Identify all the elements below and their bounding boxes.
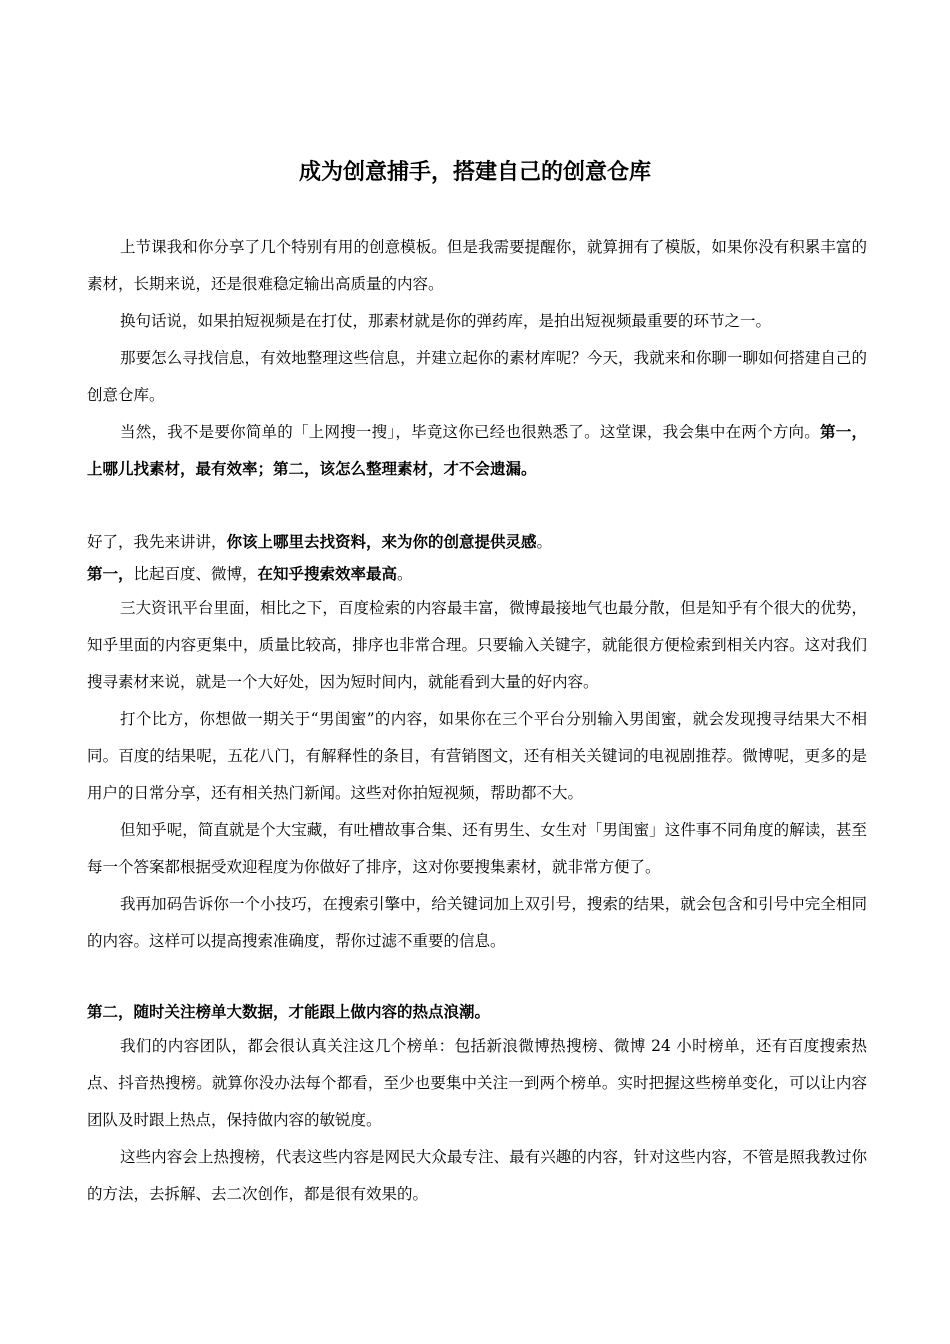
section2-heading-text: 第二，随时关注榜单大数据，才能跟上做内容的热点浪潮。 bbox=[87, 1003, 491, 1021]
section1-heading-label: 第一， bbox=[87, 565, 134, 583]
section1-lead-text: 好了，我先来讲讲， bbox=[87, 533, 227, 551]
intro-paragraph-4 bbox=[87, 414, 867, 488]
section1-paragraph-3: 但知乎呢，简直就是个大宝藏，有吐槽故事合集、还有男生、女生对「男闺蜜」这件事不同角度的解读，甚至每一个答案都根据受欢迎程度为你做好了排序，这对你要搜集素材，就非常方便了。 bbox=[87, 821, 867, 876]
intro-paragraph-4-text: 当然，我不是要你简单的「上网搜一搜」，毕竟这你已经也很熟悉了。这堂课，我会集中在两个方向。 bbox=[120, 423, 821, 441]
section1-lead-emphasis: 你该上哪里去找资料，来为你的创意提供灵感 bbox=[226, 533, 537, 551]
section1-lead bbox=[87, 526, 867, 558]
section1-heading bbox=[87, 558, 867, 590]
section1-lead-end: 。 bbox=[536, 533, 553, 551]
page-title: 成为创意捕手，搭建自己的创意仓库 bbox=[298, 160, 651, 185]
section2-paragraph-1: 我们的内容团队，都会很认真关注这几个榜单：包括新浪微博热搜榜、微博 24 小时榜单，还有百度搜索热点、抖音热搜榜。就算你没办法每个都看，至少也要集中关注一到两个榜单。实时把握这些榜单变化，可以让内容团队及时跟上热点，保持做内容的敏锐度。 bbox=[87, 1037, 867, 1129]
intro-paragraph-4-emphasis: 第一，上哪儿找素材，最有效率；第二，该怎么整理素材，才不会遗漏。 bbox=[87, 423, 867, 478]
section2-heading bbox=[87, 996, 867, 1028]
section1-paragraph-2: 打个比方，你想做一期关于“男闺蜜”的内容，如果你在三个平台分别输入男闺蜜，就会发现搜寻结果大不相同。百度的结果呢，五花八门，有解释性的条目，有营销图文，还有相关关键词的电视剧推荐。微博呢，更多的是用户的日常分享，还有相关热门新闻。这些对你拍短视频，帮助都不大。 bbox=[87, 710, 867, 802]
spacer bbox=[87, 960, 867, 996]
section1-heading-end: 。 bbox=[397, 565, 413, 583]
section2-paragraph-2: 这些内容会上热搜榜，代表这些内容是网民大众最专注、最有兴趣的内容，针对这些内容，不管是照我教过你的方法，去拆解、去二次创作，都是很有效果的。 bbox=[87, 1148, 867, 1203]
section1-paragraph-1: 三大资讯平台里面，相比之下，百度检索的内容最丰富，微博最接地气也最分散，但是知乎有个很大的优势，知乎里面的内容更集中，质量比较高，排序也非常合理。只要输入关键字，就能很方便检索到相关内容。这对我们搜寻素材来说，就是一个大好处，因为短时间内，就能看到大量的好内容。 bbox=[87, 599, 867, 691]
section1-heading-emphasis: 在知乎搜索效率最高 bbox=[257, 565, 398, 583]
section1-paragraph-4: 我再加码告诉你一个小技巧，在搜索引擎中，给关键词加上双引号，搜索的结果，就会包含和引号中完全相同的内容。这样可以提高搜索准确度，帮你过滤不重要的信息。 bbox=[87, 895, 867, 950]
section1-heading-text: 比起百度、微博， bbox=[133, 565, 258, 583]
intro-paragraph-3: 那要怎么寻找信息，有效地整理这些信息，并建立起你的素材库呢？今天，我就来和你聊一聊如何搭建自己的创意仓库。 bbox=[87, 349, 867, 404]
document-body bbox=[87, 229, 867, 1213]
intro-paragraph-1: 上节课我和你分享了几个特别有用的创意模板。但是我需要提醒你，就算拥有了模版，如果你没有积累丰富的素材，长期来说，还是很难稳定输出高质量的内容。 bbox=[87, 238, 867, 293]
spacer bbox=[87, 488, 867, 526]
intro-paragraph-2: 换句话说，如果拍短视频是在打仗，那素材就是你的弹药库，是拍出短视频最重要的环节之一。 bbox=[120, 312, 772, 330]
